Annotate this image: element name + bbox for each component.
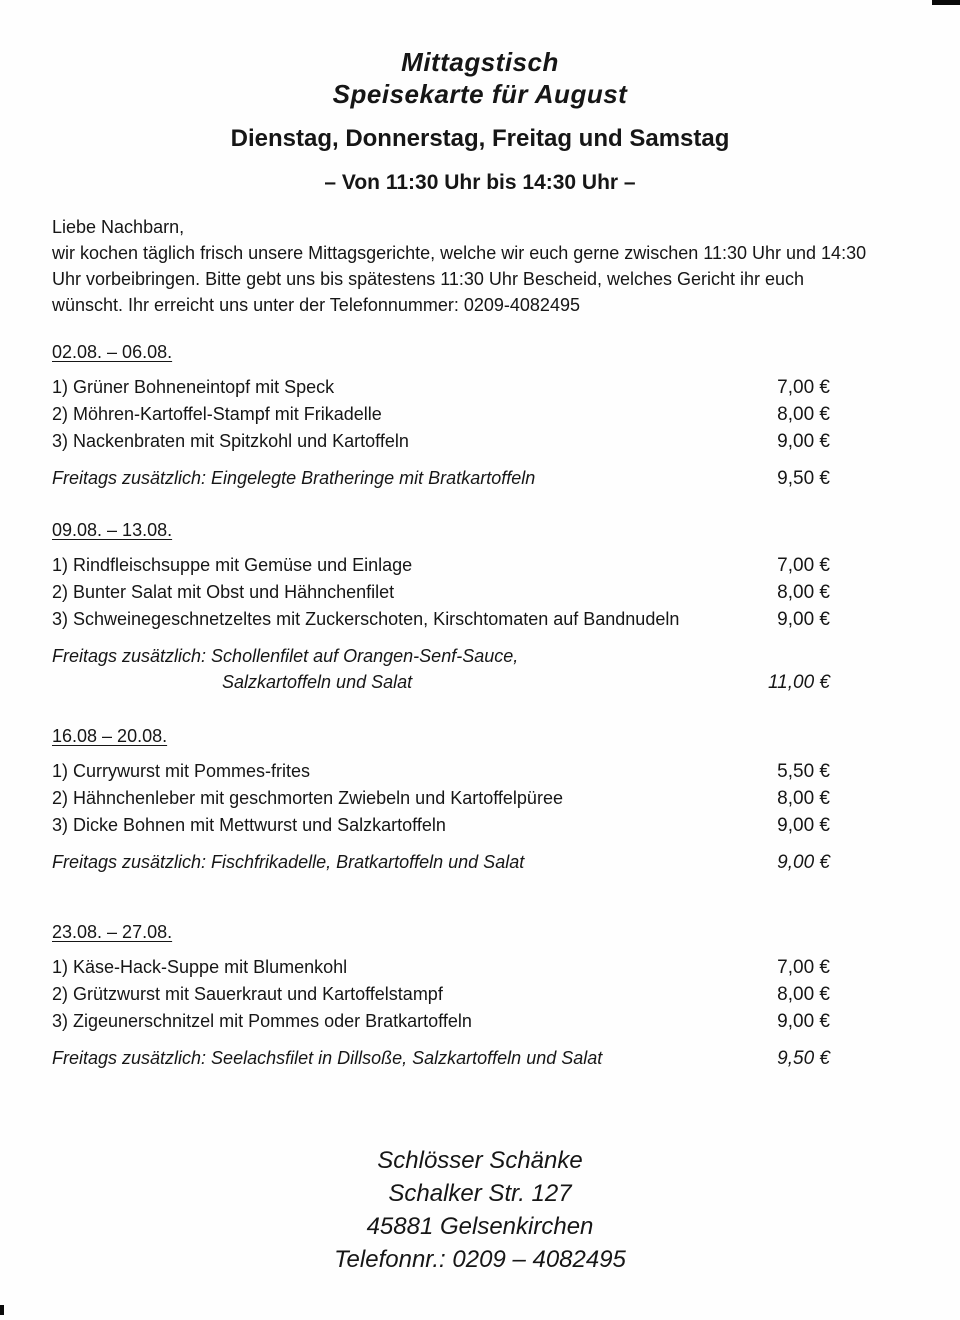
dish-name: 2) Bunter Salat mit Obst und Hähnchenfilet <box>52 582 395 602</box>
menu-item-row <box>52 401 830 428</box>
menu-item-row <box>52 552 830 579</box>
menu-item-row <box>52 374 830 401</box>
dish-name: 3) Nackenbraten mit Spitzkohl und Kartoffeln <box>52 431 409 451</box>
menu-item-row <box>52 785 830 812</box>
dish-price: 8,00 € <box>777 404 830 425</box>
friday-special-row <box>52 643 830 669</box>
menu-days: Dienstag, Donnerstag, Freitag und Samstag <box>230 125 730 152</box>
menu-item-row <box>52 812 830 839</box>
restaurant-city: 45881 Gelsenkirchen <box>366 1213 594 1240</box>
dish-price: 7,00 € <box>777 957 830 978</box>
friday-special-text2: Salzkartoffeln und Salat <box>222 672 413 692</box>
week2-date-range: 09.08. – 13.08. <box>52 520 173 540</box>
dish-price: 7,00 € <box>777 555 830 576</box>
friday-special-price: 9,50 € <box>777 468 830 489</box>
dish-name: 2) Möhren-Kartoffel-Stampf mit Frikadelle <box>52 404 382 424</box>
friday-special-row <box>52 849 830 876</box>
restaurant-street: Schalker Str. 127 <box>388 1180 572 1207</box>
dish-price: 9,00 € <box>777 815 830 836</box>
menu-item-row <box>52 428 830 455</box>
week1-date-range: 02.08. – 06.08. <box>52 342 173 362</box>
dish-price: 8,00 € <box>777 984 830 1005</box>
dish-name: 1) Rindfleischsuppe mit Gemüse und Einlage <box>52 555 413 575</box>
week2-items <box>52 552 830 633</box>
dish-price: 9,00 € <box>777 609 830 630</box>
friday-special-block <box>52 643 830 696</box>
friday-special-text: Freitags zusätzlich: Eingelegte Bratheringe mit Bratkartoffeln <box>52 468 536 488</box>
dish-price: 9,00 € <box>777 431 830 452</box>
friday-special-text: Freitags zusätzlich: Seelachsfilet in Dillsoße, Salzkartoffeln und Salat <box>52 1048 603 1068</box>
friday-special-price: 11,00 € <box>768 672 830 693</box>
menu-item-row <box>52 981 830 1008</box>
dish-name: 2) Hähnchenleber mit geschmorten Zwiebeln und Kartoffelpüree <box>52 788 563 808</box>
friday-special-price: 9,00 € <box>777 852 830 873</box>
friday-special-row <box>52 465 830 492</box>
restaurant-name: Schlösser Schänke <box>377 1147 583 1174</box>
menu-item-row <box>52 1008 830 1035</box>
intro-paragraph <box>52 214 880 318</box>
restaurant-footer <box>0 1144 960 1276</box>
week1-items <box>52 374 830 455</box>
dish-name: 3) Zigeunerschnitzel mit Pommes oder Bratkartoffeln <box>52 1011 472 1031</box>
dish-price: 9,00 € <box>777 1011 830 1032</box>
menu-body <box>52 340 830 1072</box>
intro-salutation: Liebe Nachbarn, <box>52 217 185 237</box>
dish-name: 1) Currywurst mit Pommes-frites <box>52 761 311 781</box>
menu-title-line2: Speisekarte für August <box>332 79 628 109</box>
week4-items <box>52 954 830 1035</box>
restaurant-phone: Telefonnr.: 0209 – 4082495 <box>334 1246 626 1273</box>
dish-name: 3) Schweinegeschnetzeltes mit Zuckerschoten, Kirschtomaten auf Bandnudeln <box>52 609 680 629</box>
menu-hours: – Von 11:30 Uhr bis 14:30 Uhr – <box>324 171 636 194</box>
dish-name: 3) Dicke Bohnen mit Mettwurst und Salzkartoffeln <box>52 815 446 835</box>
dish-name: 2) Grützwurst mit Sauerkraut und Kartoffelstampf <box>52 984 443 1004</box>
dish-price: 8,00 € <box>777 788 830 809</box>
week3-items <box>52 758 830 839</box>
friday-special-row-line2 <box>52 669 830 696</box>
dish-name: 1) Grüner Bohneneintopf mit Speck <box>52 377 335 397</box>
menu-item-row <box>52 758 830 785</box>
dish-name: 1) Käse-Hack-Suppe mit Blumenkohl <box>52 957 348 977</box>
friday-special-row <box>52 1045 830 1072</box>
menu-item-row <box>52 954 830 981</box>
scan-artifact-bottom-left <box>0 1305 4 1315</box>
dish-price: 5,50 € <box>777 761 830 782</box>
week3-date-range: 16.08 – 20.08. <box>52 726 168 746</box>
menu-item-row <box>52 606 830 633</box>
friday-special-text: Freitags zusätzlich: Fischfrikadelle, Bratkartoffeln und Salat <box>52 852 525 872</box>
friday-special-price: 9,50 € <box>777 1048 830 1069</box>
dish-price: 8,00 € <box>777 582 830 603</box>
menu-item-row <box>52 579 830 606</box>
dish-price: 7,00 € <box>777 377 830 398</box>
week4-date-range: 23.08. – 27.08. <box>52 922 173 942</box>
intro-body: wir kochen täglich frisch unsere Mittagsgerichte, welche wir euch gerne zwischen 11:30 Uhr und 14:30 Uhr vorbeibringen. Bitte gebt uns bis spätestens 11:30 Uhr Bescheid, welches Gericht ihr euch wünscht. Ihr erreicht uns unter der Telefonnummer: 0209-4082495 <box>52 243 867 315</box>
menu-title-line1: Mittagstisch <box>401 47 559 77</box>
menu-header <box>0 46 960 196</box>
scan-artifact-top-right <box>932 0 960 5</box>
friday-special-text: Freitags zusätzlich: Schollenfilet auf Orangen-Senf-Sauce, <box>52 646 519 666</box>
